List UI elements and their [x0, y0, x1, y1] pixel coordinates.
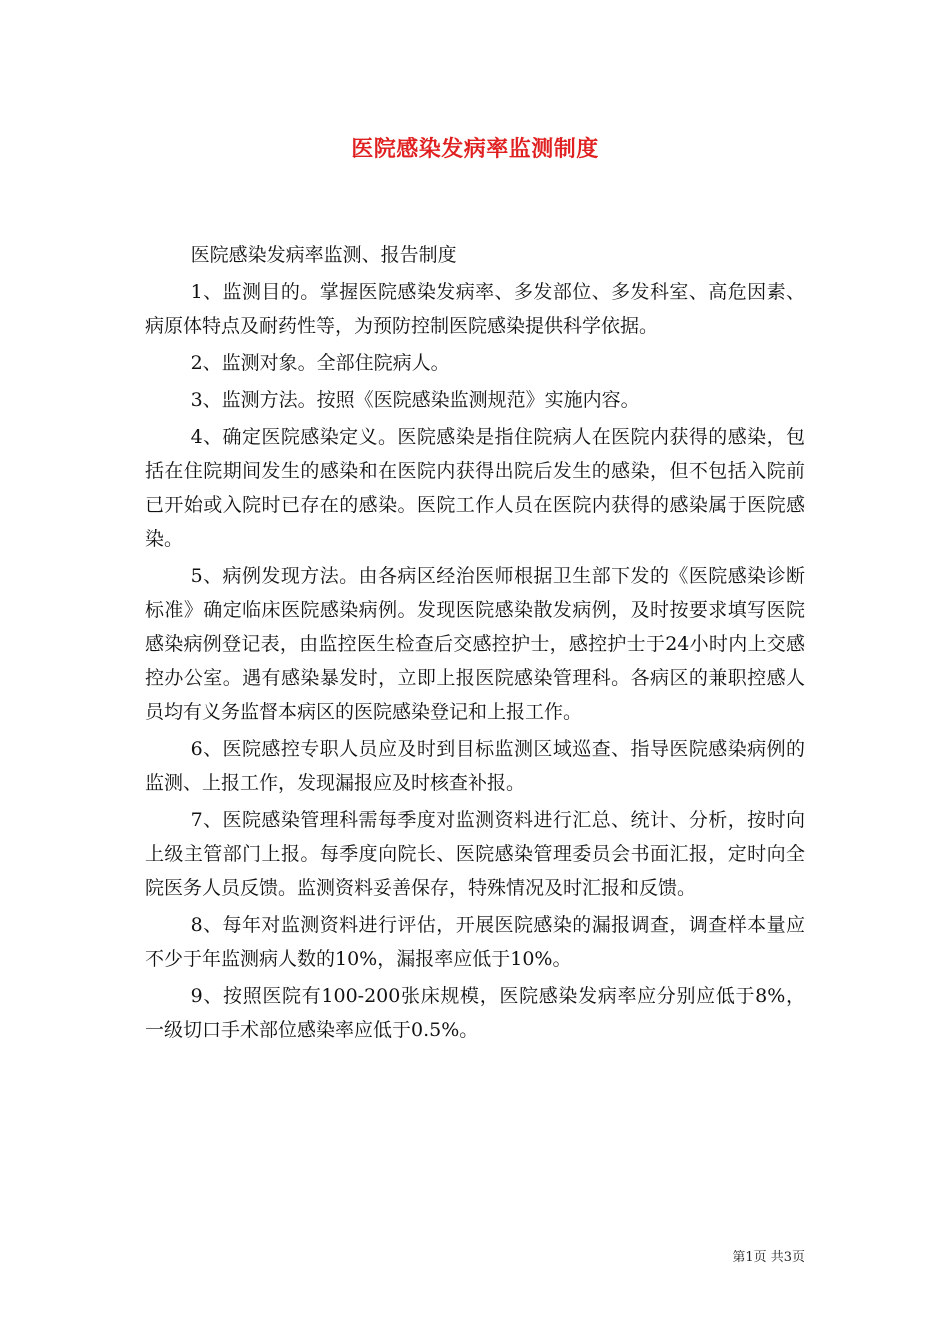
paragraph-1: 1、监测目的。掌握医院感染发病率、多发部位、多发科室、高危因素、病原体特点及耐药性等，为预防控制医院感染提供科学依据。: [145, 281, 805, 337]
page-title: 医院感染发病率监测制度: [351, 136, 599, 162]
paragraph-6: 6、医院感控专职人员应及时到目标监测区域巡查、指导医院感染病例的监测、上报工作，发现漏报应及时核查补报。: [145, 738, 805, 794]
paragraph-8: 8、每年对监测资料进行评估，开展医院感染的漏报调查，调查样本量应不少于年监测病人数的10%，漏报率应低于10%。: [145, 914, 805, 970]
page-number: 第1页 共3页: [732, 1250, 805, 1265]
paragraph-9: 9、按照医院有100-200张床规模，医院感染发病率应分别应低于8%，一级切口手术部位感染率应低于0.5%。: [145, 985, 805, 1041]
paragraph-4: 4、确定医院感染定义。医院感染是指住院病人在医院内获得的感染，包括在住院期间发生的感染和在医院内获得出院后发生的感染，但不包括入院前已开始或入院时已存在的感染。医院工作人员在医院内获得的感染属于医院感染。: [145, 426, 805, 550]
paragraph-7: 7、医院感染管理科需每季度对监测资料进行汇总、统计、分析，按时向上级主管部门上报。每季度向院长、医院感染管理委员会书面汇报，定时向全院医务人员反馈。监测资料妥善保存，特殊情况及时汇报和反馈。: [145, 809, 805, 899]
paragraph-2: 2、监测对象。全部住院病人。: [190, 352, 450, 374]
document-body: [145, 238, 805, 1050]
paragraph-heading: 医院感染发病率监测、报告制度: [190, 244, 457, 266]
paragraph-5: 5、病例发现方法。由各病区经治医师根据卫生部下发的《医院感染诊断标准》确定临床医院感染病例。发现医院感染散发病例，及时按要求填写医院感染病例登记表，由监控医生检查后交感控护士，感控护士于24小时内上交感控办公室。遇有感染暴发时，立即上报医院感染管理科。各病区的兼职控感人员均有义务监督本病区的医院感染登记和上报工作。: [145, 565, 805, 723]
paragraph-3: 3、监测方法。按照《医院感染监测规范》实施内容。: [190, 389, 640, 411]
